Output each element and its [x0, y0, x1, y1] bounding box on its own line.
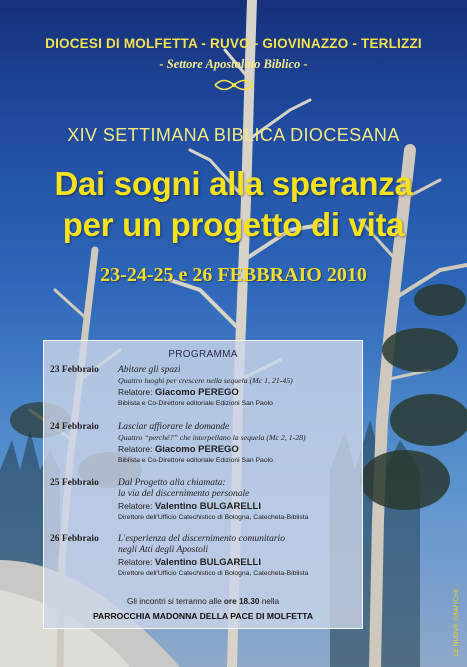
event-title-line2: per un progetto di vita — [62, 206, 405, 243]
speaker-role: Direttore dell'Ufficio Catechistico di Bologna, Catecheta-Biblista — [118, 514, 309, 521]
speaker-name: Giacomo PEREGO — [154, 444, 239, 455]
speaker-name: Valentino BULGARELLI — [154, 501, 261, 512]
speaker-role: Biblista e Co-Direttore editoriale Edizioni San Paolo — [118, 457, 273, 464]
printer-credit: LE NUOVE GRAFICHE — [452, 588, 460, 656]
note-prefix: Gli incontri si terranno alle — [126, 597, 224, 606]
entry-title-cont: negli Atti degli Apostoli — [118, 545, 209, 555]
entry-title: Lasciar affiorare le domande — [118, 422, 230, 432]
speaker-name: Giacomo PEREGO — [154, 387, 239, 398]
entry-speaker-line — [118, 443, 358, 456]
speaker-name: Valentino BULGARELLI — [154, 557, 261, 568]
entry-title-cont: la via del discernimento personale — [118, 489, 250, 499]
entry-date: 23 Febbraio — [50, 365, 99, 375]
entry-date: 24 Febbraio — [50, 422, 99, 432]
speaker-role: Direttore dell'Ufficio Catechistico di Bologna, Catecheta-Biblista — [118, 570, 309, 577]
entry-subtitle: Quattro luoghi per crescere nella sequela (Mc 1, 21-45) — [118, 376, 293, 385]
settore-subtitle: - Settore Apostolato Biblico - — [159, 57, 308, 71]
relatore-label: Relatore: — [118, 501, 153, 511]
entry-speaker-line — [118, 500, 358, 513]
entry-subtitle: Quattro “perché?” che interpellano la sequela (Mc 2, 1-28) — [118, 433, 306, 442]
relatore-label: Relatore: — [118, 557, 153, 567]
venue-name: PARROCCHIA MADONNA DELLA PACE DI MOLFETTA — [92, 611, 314, 621]
speaker-role: Biblista e Co-Direttore editoriale Edizioni San Paolo — [118, 400, 273, 407]
programme-heading: PROGRAMMA — [168, 349, 238, 360]
entry-speaker-line — [118, 386, 358, 399]
event-edition: XIV SETTIMANA BIBLICA DIOCESANA — [67, 125, 400, 145]
entry-title: Dal Progetto alla chiamata: — [118, 478, 226, 488]
note-suffix: nella — [259, 597, 280, 606]
relatore-label: Relatore: — [118, 444, 153, 454]
diocese-name: DIOCESI DI MOLFETTA - RUVO - GIOVINAZZO - TERLIZZI — [45, 36, 422, 51]
ornament-icon — [213, 77, 255, 93]
programme-panel — [43, 340, 363, 629]
entry-date: 26 Febbraio — [50, 534, 99, 544]
meeting-time-note — [44, 597, 362, 606]
event-title-line1: Dai sogni alla speranza — [54, 165, 413, 202]
meeting-time: ore 18.30 — [223, 597, 260, 606]
entry-title: L'esperienza del discernimento comunitario — [118, 534, 285, 544]
event-dates: 23-24-25 e 26 FEBBRAIO 2010 — [100, 264, 367, 286]
relatore-label: Relatore: — [118, 387, 153, 397]
entry-speaker-line — [118, 556, 358, 569]
entry-title: Abitare gli spazi — [118, 365, 181, 375]
entry-date: 25 Febbraio — [50, 478, 99, 488]
